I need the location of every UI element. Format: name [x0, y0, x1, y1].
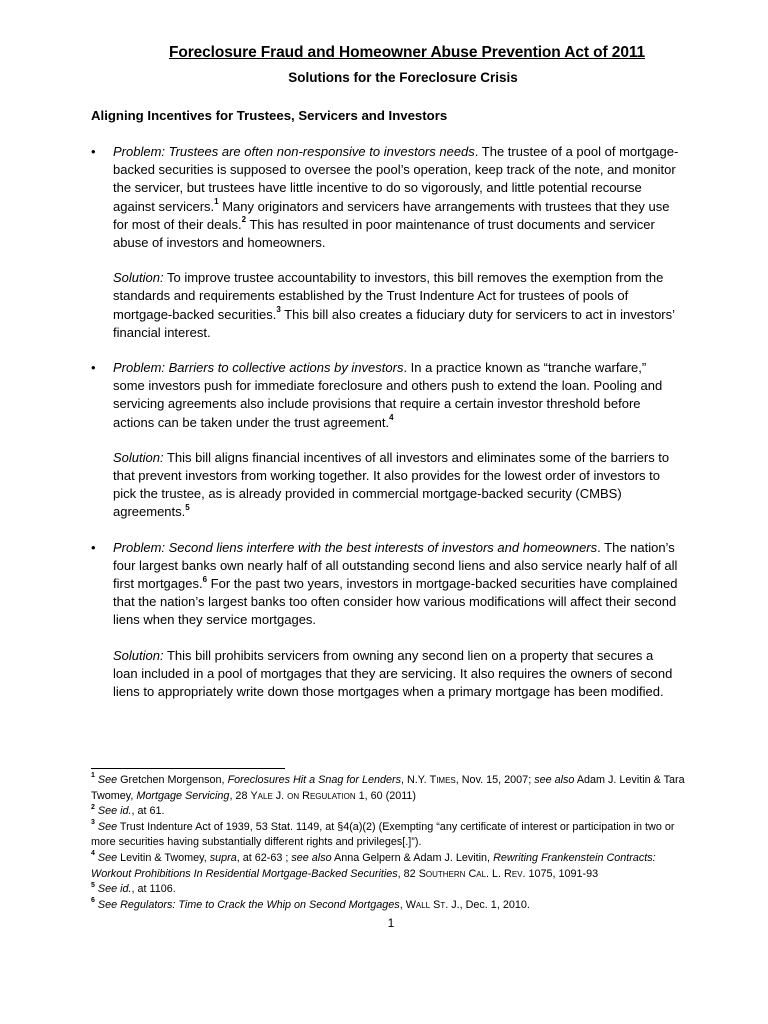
bullet-icon: • [91, 360, 96, 376]
footnote-text: , [399, 898, 406, 911]
footnote-signal: See [97, 898, 118, 911]
footnote-text: Trust Indenture Act of 1939, 53 Stat. 1149, at §4(a)(2) (Exempting “any certificate of interest or participation in two or more securities having substantially different rights and privileges[.]”). [91, 820, 675, 849]
footnote-2 [91, 804, 691, 820]
problem-label: Problem: Barriers to collective actions by investors [113, 360, 404, 376]
list-item [91, 539, 681, 702]
footnote-text: 1, 60 (2011) [355, 789, 417, 802]
footnote-text: , 82 [397, 867, 419, 880]
footnotes [91, 773, 691, 913]
document-subtitle: Solutions for the Foreclosure Crisis [288, 70, 518, 85]
footnote-text: , 28 [229, 789, 251, 802]
footnote-ref: 1 [214, 197, 219, 207]
document-body [91, 143, 681, 701]
footnote-number: 2 [91, 803, 95, 811]
footnote-italic: Rewriting Frankenstein Contracts: Workout Prohibitions In Residential Mortgage-Backed Securities [91, 851, 656, 880]
problem-paragraph [113, 359, 681, 432]
solution-text: This bill also creates a fiduciary duty for servicers to act in investors’ financial interest. [113, 306, 675, 340]
footnote-text: Adam J. Levitin & Tara Twomey, [91, 774, 685, 802]
footnote-italic: see also [534, 774, 575, 786]
solution-label: Solution: [113, 647, 164, 663]
footnote-ref: 2 [241, 215, 247, 225]
footnote-italic: See id. [97, 805, 132, 818]
footnote-number: 5 [91, 881, 95, 889]
footnote-italic: Mortgage Servicing [136, 789, 230, 802]
footnote-text: Levitin & Twomey, [117, 851, 210, 864]
footnote-4 [91, 851, 691, 882]
problem-text: . The nation’s four largest banks own nearly half of all outstanding second liens and also service nearly half of all first mortgages. [113, 539, 678, 592]
solution-paragraph [113, 449, 681, 522]
footnote-number: 3 [91, 819, 95, 827]
list-item [91, 359, 681, 522]
solution-label: Solution: [113, 449, 164, 465]
footnote-signal: See [97, 820, 118, 833]
solution-text: This bill aligns financial incentives of all investors and eliminates some of the barriers to that prevent investors from working together. It also provides for the lowest order of investors to pick the trustee, as is already provided in commercial mortgage-backed security (CMBS) agreements. [113, 449, 670, 520]
problem-label: Problem: Trustees are often non-responsive to investors needs [113, 144, 475, 159]
bullet-icon: • [91, 539, 96, 555]
footnote-text: , Dec. 1, 2010. [459, 898, 530, 911]
bullet-icon: • [91, 144, 96, 159]
footnote-divider [91, 768, 285, 769]
footnote-text: , at 61. [131, 805, 165, 818]
problem-label: Problem: Second liens interfere with the best interests of investors and homeowners [113, 539, 598, 555]
footnote-6 [91, 898, 691, 914]
footnote-number: 6 [91, 897, 95, 905]
section-heading: Aligning Incentives for Trustees, Servicers and Investors [91, 108, 448, 123]
problem-text: Many originators and servicers have arrangements with trustees that they use for most of their deals. [113, 198, 670, 232]
problem-text: For the past two years, investors in mortgage-backed securities have complained that the nation’s largest banks too often consider how various modifications will affect their second liens when they service mortgages. [113, 576, 678, 628]
footnote-number: 4 [91, 850, 95, 858]
footnote-ref: 5 [185, 503, 190, 513]
footnote-number: 1 [91, 772, 95, 780]
solution-paragraph [113, 647, 681, 702]
problem-paragraph [113, 143, 681, 252]
problem-text: This has resulted in poor maintenance of trust documents and servicer abuse of investors and homeowners. [113, 216, 655, 251]
document-title: Foreclosure Fraud and Homeowner Abuse Prevention Act of 2011 [168, 44, 646, 61]
footnote-italic: Regulators: Time to Crack the Whip on Second Mortgages [117, 898, 400, 911]
list-item [91, 143, 681, 342]
footnote-text: Gretchen Morgenson, [117, 774, 228, 786]
solution-label: Solution: [113, 270, 164, 286]
problem-paragraph [113, 539, 681, 630]
footnote-ref: 3 [276, 305, 281, 315]
footnote-italic: see also [291, 851, 332, 864]
footnote-text: , at 62-63 ; [236, 851, 292, 864]
solution-text: To improve trustee accountability to investors, this bill removes the exemption from the standards and requirements established by the Trust Indenture Act for trustees of pools of mortgage-backed securities. [113, 270, 664, 322]
footnote-3 [91, 820, 691, 851]
footnote-smallcaps: Yale J. on Regulation [250, 789, 356, 802]
footnote-5 [91, 882, 691, 898]
footnote-text: , Nov. 15, 2007; [455, 774, 535, 786]
footnote-smallcaps: Wall St. J. [405, 898, 460, 911]
problem-text: . The trustee of a pool of mortgage-backed securities is supposed to oversee the pool’s operation, keep track of the note, and monitor the servicer, but trustees have little incentive to do so vigorously, and little potential recourse against servicers. [113, 144, 679, 214]
footnote-ref: 6 [202, 574, 208, 584]
solution-paragraph [113, 269, 681, 342]
footnote-text: , N.Y. [401, 774, 430, 786]
solution-text: This bill prohibits servicers from owning any second lien on a property that secures a loan included in a pool of mortgages that they are servicing. It also requires the owners of second liens to appropriately write down those mortgages when a primary mortgage has been modified. [113, 647, 673, 700]
footnote-italic: supra [209, 851, 237, 864]
footnote-text: Anna Gelpern & Adam J. Levitin, [331, 851, 494, 864]
footnote-signal: See [97, 774, 118, 786]
footnote-signal: See [97, 851, 118, 864]
footnote-text: , at 1106. [131, 883, 176, 896]
problem-text: . In a practice known as “tranche warfare,” some investors push for immediate foreclosure and others push to extend the loan. Pooling and servicing agreements also include provisions that require a certain investor threshold before actions can be taken under the trust agreement. [113, 360, 663, 430]
footnote-smallcaps: Southern Cal. L. Rev. [418, 867, 526, 880]
footnote-ref: 4 [389, 413, 394, 423]
footnote-text: 1075, 1091-93 [525, 867, 599, 880]
footnote-italic: Foreclosures Hit a Snag for Lenders [227, 774, 401, 786]
footnote-1 [91, 773, 691, 804]
footnote-smallcaps: Times [429, 774, 456, 786]
footnote-italic: See id. [97, 883, 132, 896]
page-number: 1 [387, 916, 395, 930]
